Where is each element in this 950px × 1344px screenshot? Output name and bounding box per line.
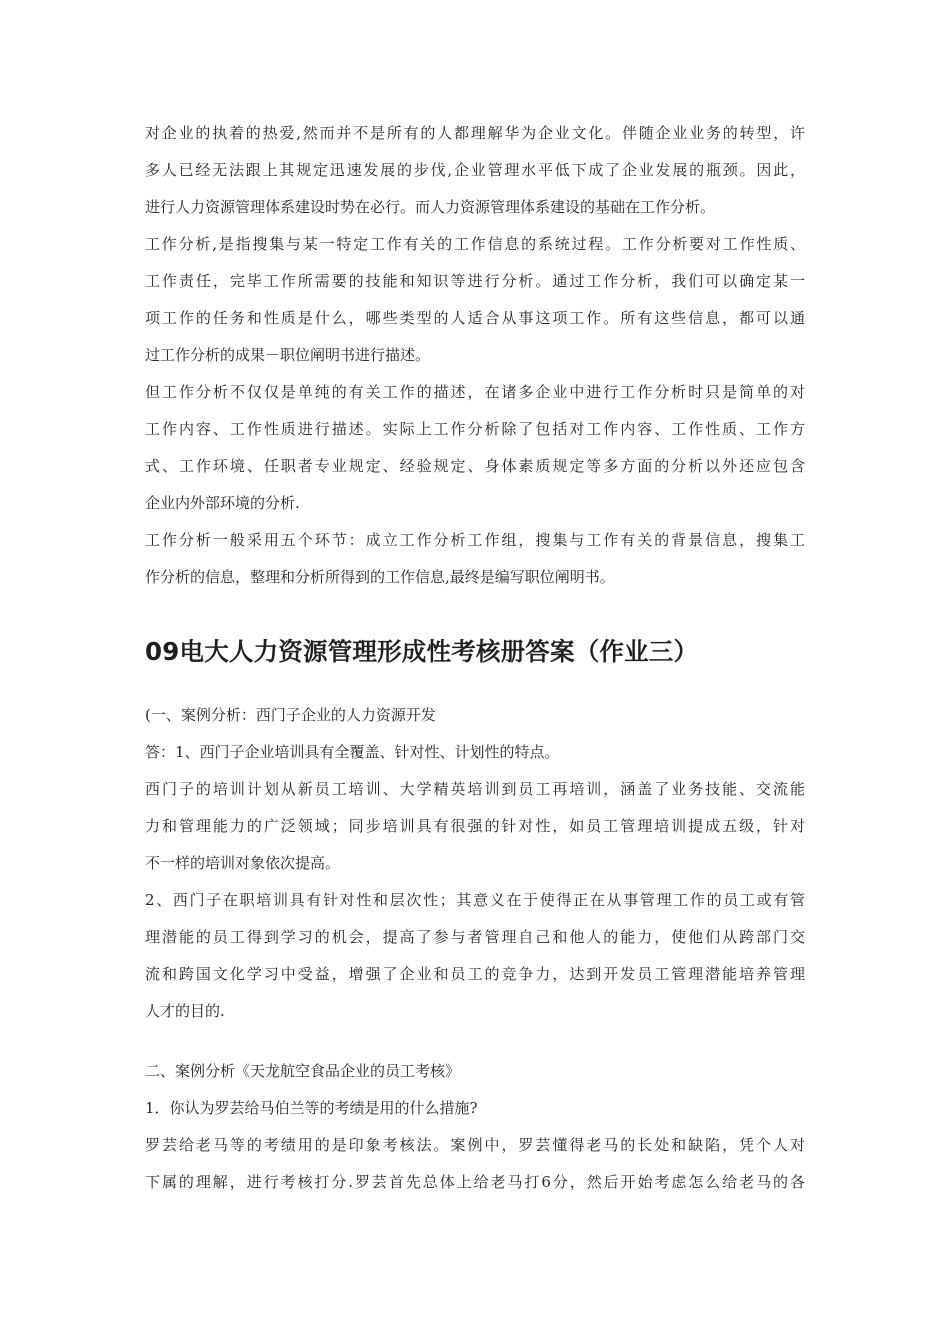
- case1-title: (一、案例分析：西门子企业的人力资源开发: [145, 706, 436, 724]
- case1-answer1: 答：1、西门子企业培训具有全覆盖、针对性、计划性的特点。: [145, 743, 560, 761]
- case2-title: 二、案例分析《天龙航空食品企业的员工考核》: [145, 1062, 461, 1080]
- text-line: 罗芸给老马等的考绩用的是印象考核法。案例中，罗芸懂得老马的长处和缺陷，凭个人对: [145, 1136, 805, 1154]
- five-steps-paragraph: [145, 528, 805, 589]
- intro-paragraph: [145, 121, 805, 219]
- text-line: 工作责任，完毕工作所需要的技能和知识等进行分析。通过工作分析，我们可以确定某一: [145, 272, 805, 290]
- text-line: 2、西门子在职培训具有针对性和层次性；其意义在于使得正在从事管理工作的员工或有管: [145, 891, 805, 909]
- text-line: 工作内容、工作性质进行描述。实际上工作分析除了包括对工作内容、工作性质、工作方: [145, 420, 805, 438]
- case1-para2: [145, 888, 805, 1023]
- text-line: 项工作的任务和性质是什么，哪些类型的人适合从事这项工作。所有这些信息，都可以通: [145, 309, 805, 327]
- text-line: 但工作分析不仅仅是单纯的有关工作的描述，在诸多企业中进行工作分析时只是简单的对: [145, 383, 805, 401]
- text-line: 人才的目的.: [145, 1002, 225, 1020]
- not-only-paragraph: [145, 380, 805, 515]
- text-line: 进行人力资源管理体系建设时势在必行。而人力资源管理体系建设的基础在工作分析。: [145, 198, 716, 216]
- text-line: 下属的理解，进行考核打分.罗芸首先总体上给老马打6分，然后开始考虑怎么给老马的各: [145, 1173, 805, 1191]
- job-analysis-paragraph: [145, 232, 805, 367]
- text-line: 流和跨国文化学习中受益，增强了企业和员工的竞争力，达到开发员工管理潜能培养管理: [145, 965, 805, 983]
- case2-section: [145, 1059, 805, 1194]
- section-heading-wrap: [145, 636, 698, 668]
- case1-section: [145, 703, 805, 1023]
- case2-question1: 1．你认为罗芸给马伯兰等的考绩是用的什么措施?: [145, 1099, 478, 1117]
- text-line: 对企业的执着的热爱,然而并不是所有的人都理解华为企业文化。伴随企业业务的转型，许: [145, 124, 805, 142]
- document-page: [145, 121, 805, 589]
- text-line: 工作分析一般采用五个环节：成立工作分析工作组，搜集与工作有关的背景信息，搜集工: [145, 531, 805, 549]
- text-line: 西门子的培训计划从新员工培训、大学精英培训到员工再培训，涵盖了业务技能、交流能: [145, 780, 805, 798]
- case2-body: [145, 1059, 805, 1194]
- text-line: 理潜能的员工得到学习的机会，提高了参与者管理自己和他人的能力，使他们从跨部门交: [145, 928, 805, 946]
- text-line: 式、工作环境、任职者专业规定、经验规定、身体素质规定等多方面的分析以外还应包含: [145, 457, 805, 475]
- text-line: 企业内外部环境的分析.: [145, 494, 300, 512]
- section-heading: 09电大人力资源管理形成性考核册答案（作业三）: [145, 637, 699, 666]
- case1-header: [145, 703, 805, 764]
- text-line: 作分析的信息，整理和分析所得到的工作信息,最终是编写职位阐明书。: [145, 568, 615, 586]
- case1-para1: [145, 777, 805, 875]
- text-line: 不一样的培训对象依次提高。: [145, 854, 341, 872]
- text-line: 过工作分析的成果－职位阐明书进行描述。: [145, 346, 431, 364]
- text-line: 力和管理能力的广泛领域；同步培训具有很强的针对性，如员工管理培训提成五级，针对: [145, 817, 805, 835]
- text-line: 多人已经无法跟上其规定迅速发展的步伐,企业管理水平低下成了企业发展的瓶颈。因此，: [145, 161, 805, 179]
- text-line: 工作分析,是指搜集与某一特定工作有关的工作信息的系统过程。工作分析要对工作性质、: [145, 235, 805, 253]
